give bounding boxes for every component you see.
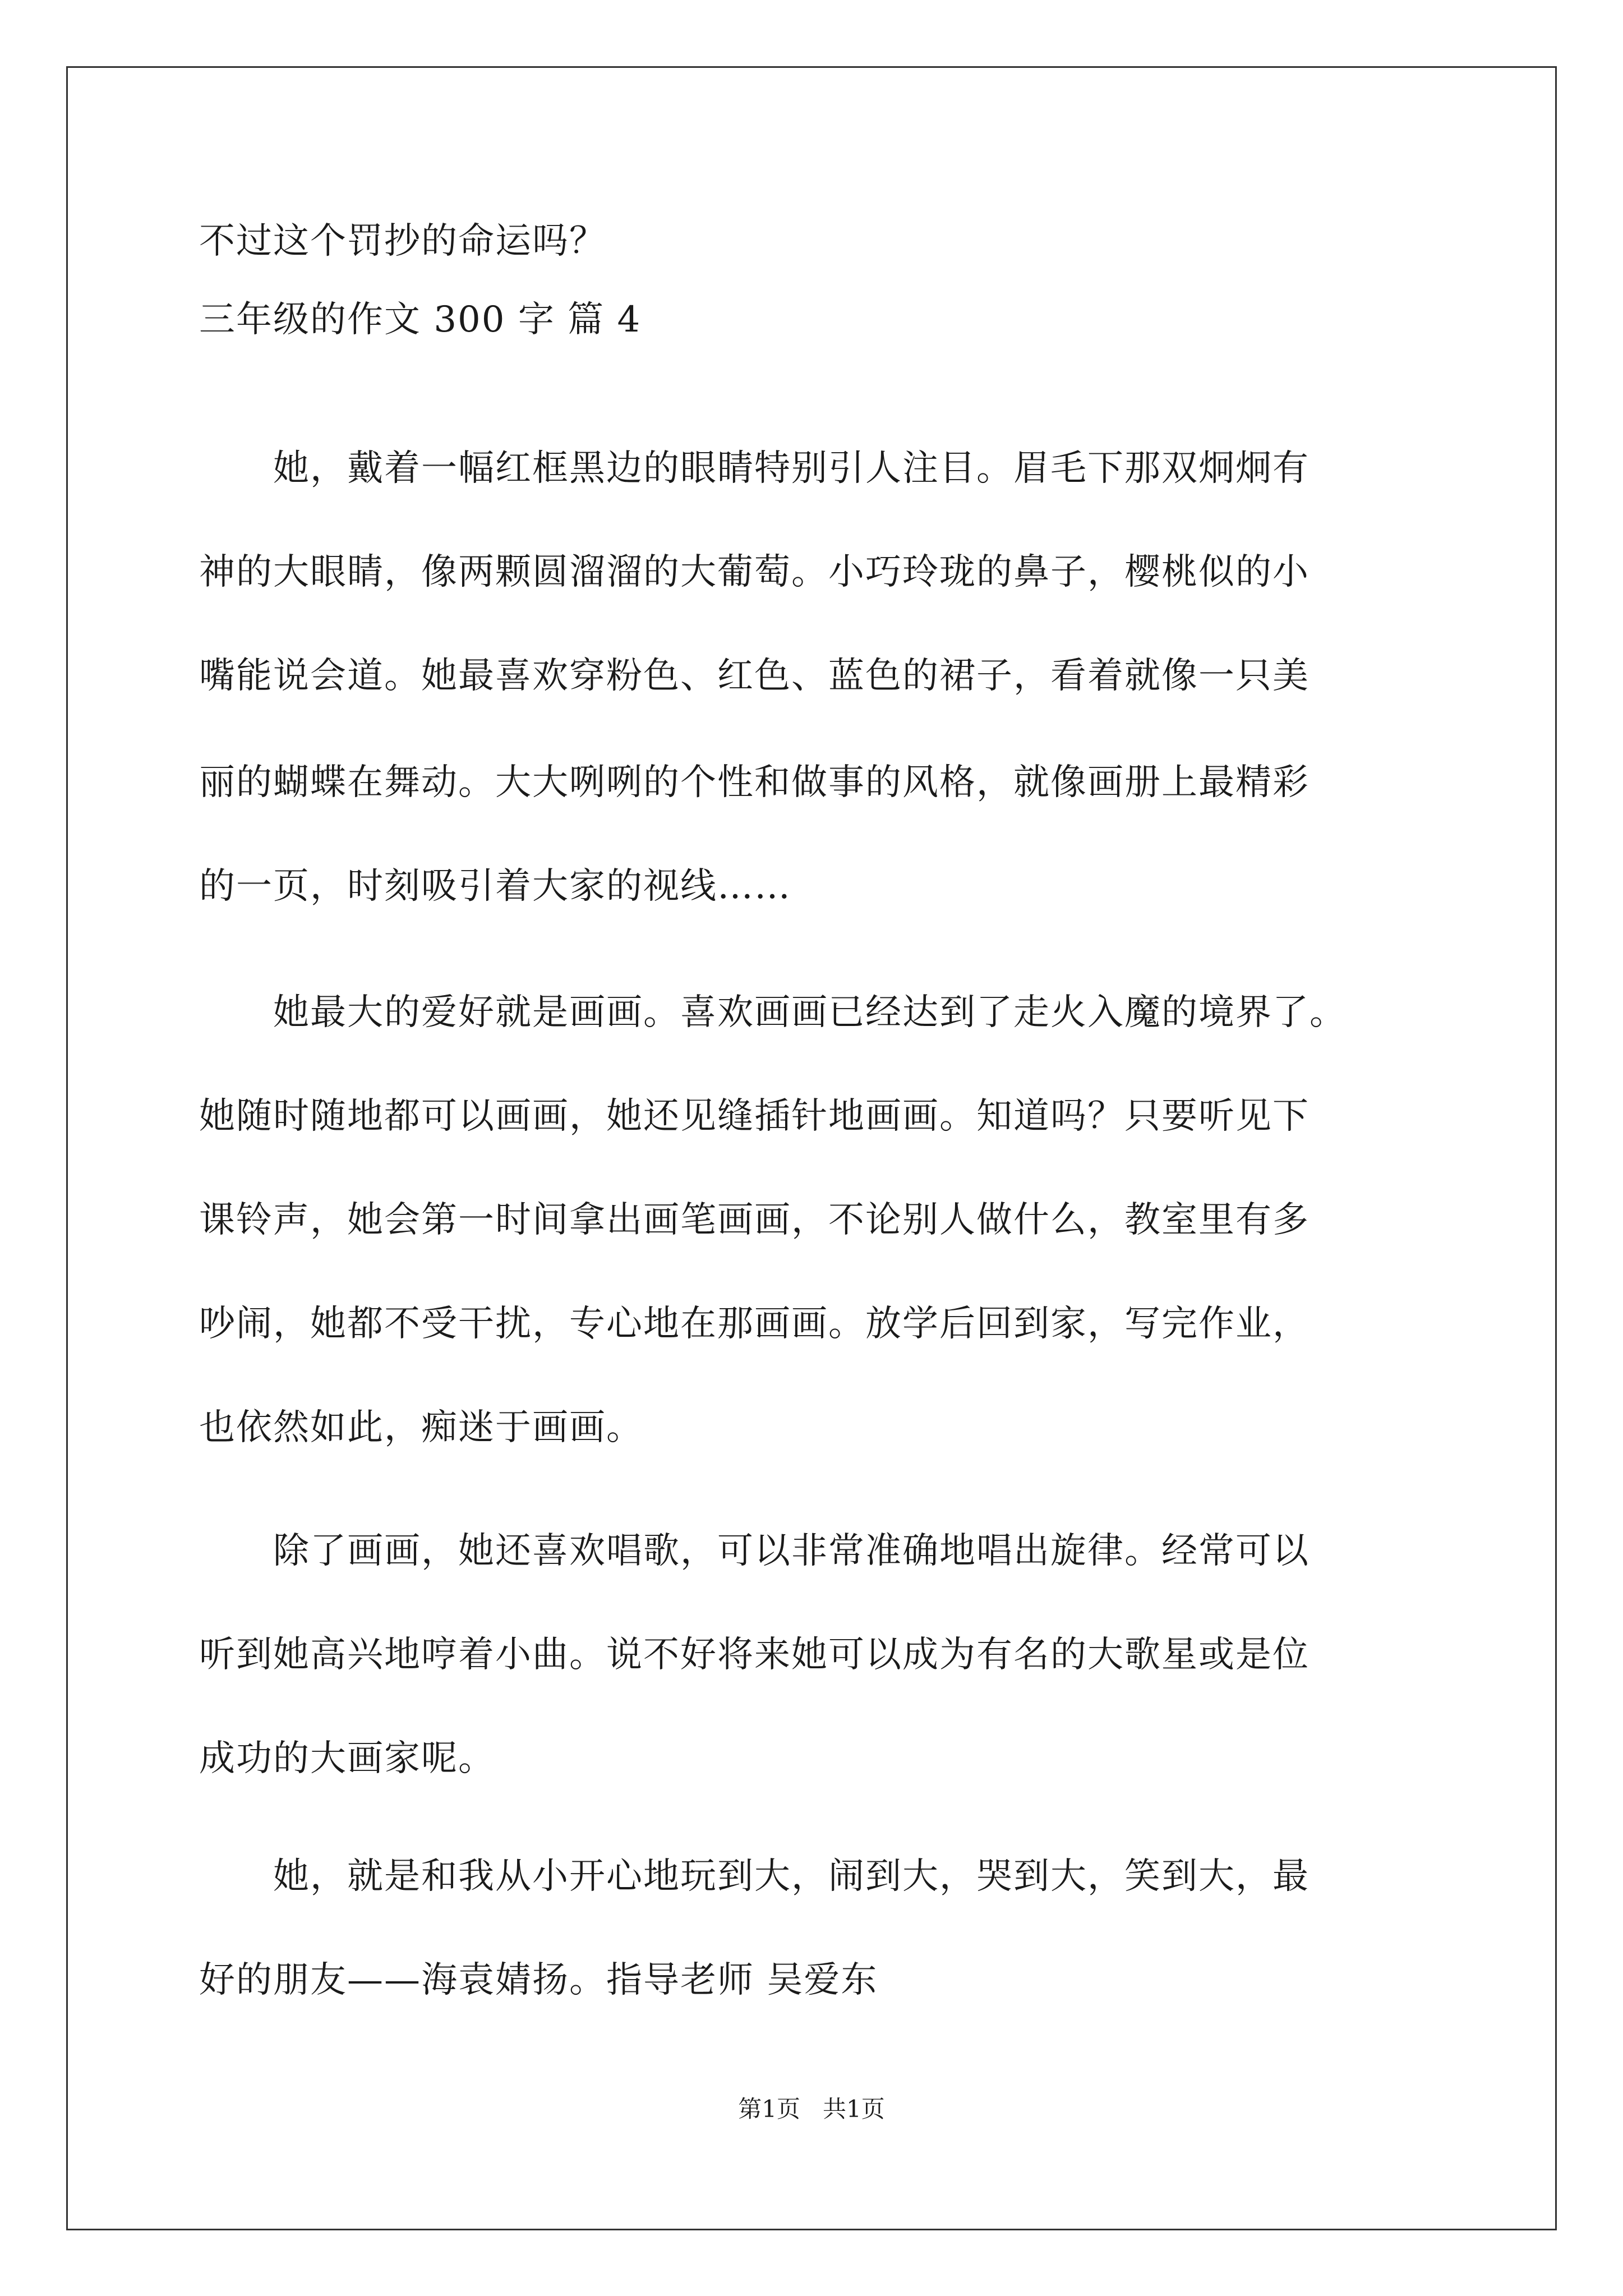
text-line: 听到她高兴地哼着小曲。说不好将来她可以成为有名的大歌星或是位 bbox=[199, 1634, 1310, 1676]
page-number-footer: 第1页 共1页 bbox=[738, 2095, 885, 2123]
text-line: 也依然如此，痴迷于画画。 bbox=[199, 1407, 643, 1448]
text-line: 课铃声，她会第一时间拿出画笔画画，不论别人做什么，教室里有多 bbox=[199, 1199, 1310, 1241]
text-line: 她随时随地都可以画画，她还见缝插针地画画。知道吗？只要听见下 bbox=[199, 1096, 1310, 1137]
text-line: 好的朋友——海袁婧扬。指导老师 吴爱东 bbox=[199, 1959, 878, 2001]
text-line: 成功的大画家呢。 bbox=[199, 1738, 495, 1779]
text-line: 不过这个罚抄的命运吗？ bbox=[199, 220, 606, 262]
text-line: 她，戴着一幅红框黑边的眼睛特别引人注目。眉毛下那双炯炯有 bbox=[199, 448, 1310, 489]
section-heading: 三年级的作文 300 字 篇 4 bbox=[199, 299, 642, 341]
text-line: 她最大的爱好就是画画。喜欢画画已经达到了走火入魔的境界了。 bbox=[199, 992, 1347, 1033]
text-line: 嘴能说会道。她最喜欢穿粉色、红色、蓝色的裙子，看着就像一只美 bbox=[199, 655, 1310, 697]
text-line: 她，就是和我从小开心地玩到大，闹到大，哭到大，笑到大，最 bbox=[199, 1856, 1310, 1897]
text-line: 除了画画，她还喜欢唱歌，可以非常准确地唱出旋律。经常可以 bbox=[199, 1530, 1310, 1572]
text-line: 丽的蝴蝶在舞动。大大咧咧的个性和做事的风格，就像画册上最精彩 bbox=[199, 762, 1310, 803]
text-line: 神的大眼睛，像两颗圆溜溜的大葡萄。小巧玲珑的鼻子，樱桃似的小 bbox=[199, 551, 1310, 593]
text-line: 吵闹，她都不受干扰，专心地在那画画。放学后回到家，写完作业， bbox=[199, 1303, 1310, 1345]
text-line: 的一页，时刻吸引着大家的视线…… bbox=[199, 866, 791, 907]
page-border bbox=[66, 66, 1557, 2230]
